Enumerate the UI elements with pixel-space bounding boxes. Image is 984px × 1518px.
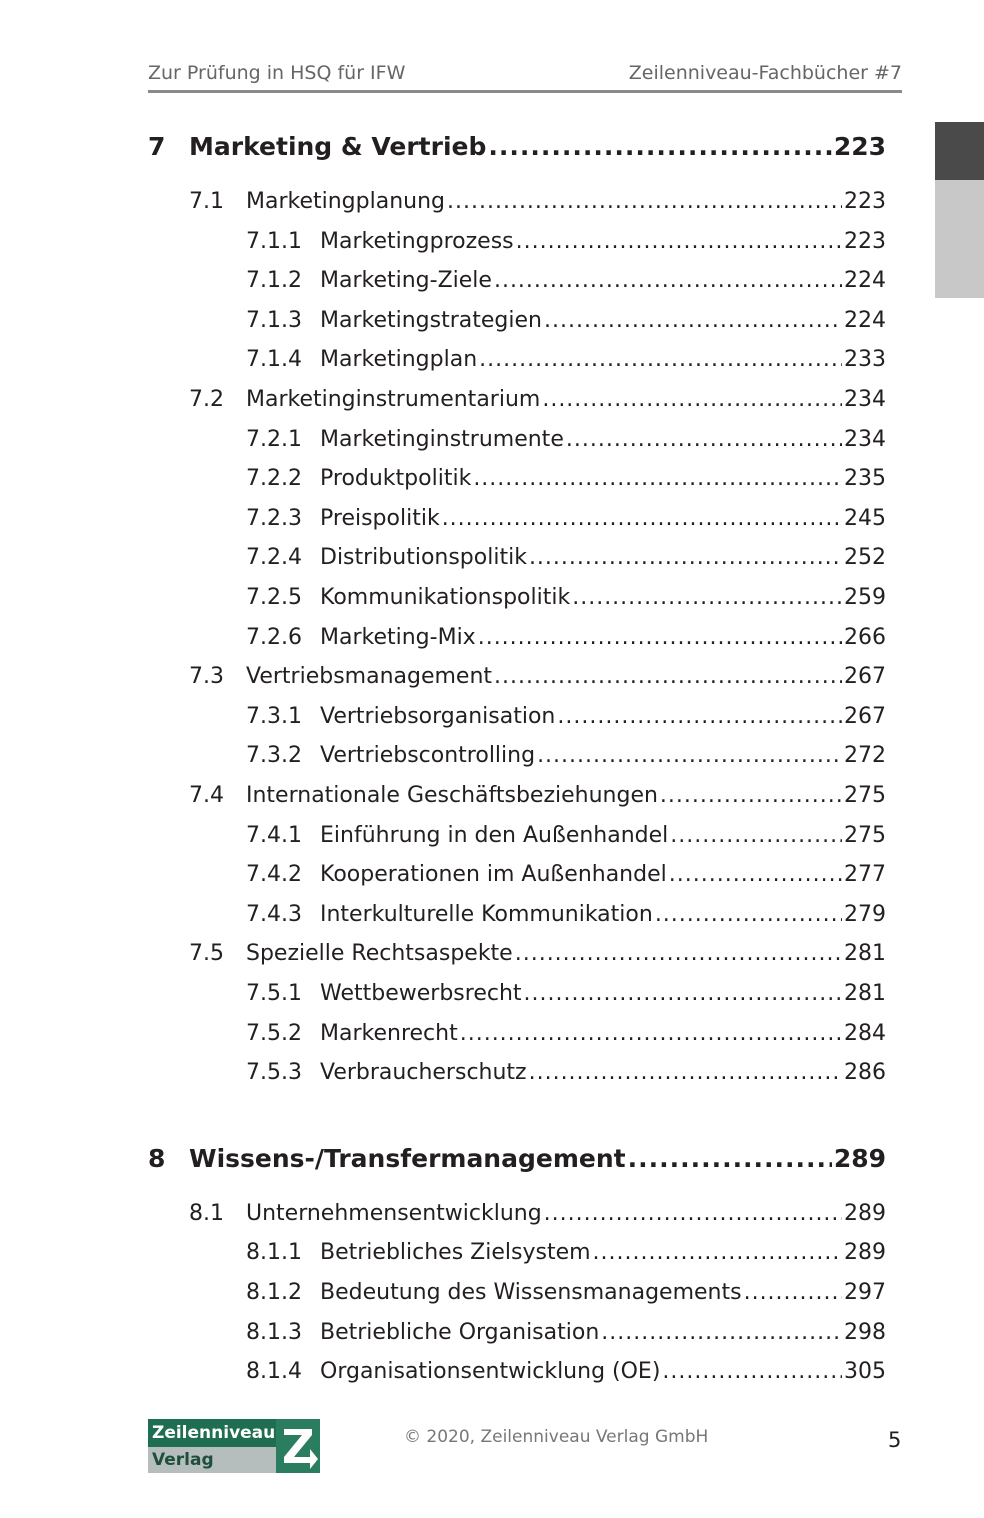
toc-title: Marketinginstrumente [320, 426, 564, 452]
toc-page-number: 289 [833, 1143, 886, 1173]
toc-section [0, 189, 984, 219]
toc-subsection [0, 743, 984, 773]
toc-number: 7.4.3 [246, 901, 302, 927]
toc-subsection [0, 308, 984, 338]
toc-title: Betriebliche Organisation [320, 1319, 600, 1345]
toc-number: 7.5.1 [246, 981, 302, 1006]
toc-leader-dots [515, 941, 842, 966]
toc-number: 7.3 [189, 664, 224, 690]
toc-page-number: 289 [844, 1200, 886, 1226]
toc-leader-dots [669, 862, 842, 887]
toc-subsection [0, 268, 984, 298]
toc-leader-dots [529, 545, 842, 570]
toc-page-number: 275 [844, 783, 886, 808]
toc-page-number: 223 [844, 189, 886, 214]
toc-number: 7.4.1 [246, 822, 302, 848]
toc-title: Vertriebsorganisation [320, 703, 556, 729]
toc-title: Preispolitik [320, 505, 440, 531]
toc-page-number: 277 [844, 862, 886, 888]
toc-title: Kommunikationspolitik [320, 585, 571, 610]
toc-leader-dots [478, 625, 842, 650]
toc-leader-dots [442, 506, 842, 531]
toc-subsection [0, 902, 984, 932]
toc-leader-dots [655, 902, 842, 927]
toc-leader-dots [494, 268, 842, 293]
toc-number: 7.2.2 [246, 466, 302, 492]
toc-title: Unternehmensentwicklung [246, 1200, 542, 1226]
toc-subsection [0, 585, 984, 615]
logo-line-2: Verlag [148, 1447, 276, 1473]
toc-leader-dots [662, 1359, 842, 1384]
toc-leader-dots [529, 1060, 842, 1085]
toc-title: Einführung in den Außenhandel [320, 822, 669, 848]
toc-section [0, 664, 984, 694]
toc-subsection [0, 1359, 984, 1389]
toc-subsection [0, 625, 984, 655]
toc-number: 7.2.1 [246, 426, 302, 452]
toc-number: 7.5.2 [246, 1020, 302, 1046]
toc-title: Spezielle Rechtsaspekte [246, 941, 513, 967]
z-arrow-icon [276, 1419, 320, 1473]
toc-page-number: 289 [844, 1240, 886, 1266]
toc-number: 7.1 [189, 189, 224, 214]
toc-page-number: 286 [844, 1060, 886, 1086]
toc-title: Bedeutung des Wissensmanagements [320, 1280, 742, 1305]
toc-leader-dots [494, 664, 842, 689]
toc-leader-dots [670, 823, 842, 848]
toc-subsection [0, 229, 984, 259]
toc-page-number: 267 [844, 703, 886, 729]
toc-page-number: 234 [844, 387, 886, 412]
toc-page-number: 281 [844, 981, 886, 1006]
toc-number: 8.1.1 [246, 1240, 302, 1266]
toc-page-number: 245 [844, 505, 886, 531]
toc-title: Kooperationen im Außenhandel [320, 862, 667, 888]
toc-leader-dots [557, 704, 842, 729]
toc-title: Wissens-/Transfermanagement [189, 1143, 626, 1173]
toc-leader-dots [460, 1021, 842, 1046]
toc-title: Vertriebscontrolling [320, 743, 536, 769]
toc-title: Interkulturelle Kommunikation [320, 901, 653, 927]
running-header [148, 62, 902, 93]
toc-number: 7.3.1 [246, 703, 302, 729]
toc-number: 7.4 [189, 783, 224, 808]
toc-number: 7.1.3 [246, 307, 302, 333]
toc-subsection [0, 704, 984, 734]
toc-subsection [0, 347, 984, 377]
toc-number: 7.1.2 [246, 268, 302, 294]
toc-number: 8.1.2 [246, 1280, 302, 1305]
toc-leader-dots [544, 1201, 842, 1226]
toc-number: 7.1.4 [246, 347, 302, 373]
toc-leader-dots [628, 1144, 832, 1173]
toc-title: Verbraucherschutz [320, 1060, 527, 1086]
toc-title: Marketing-Ziele [320, 268, 492, 294]
toc-number: 7.2.3 [246, 505, 302, 531]
header-right-text: Zeilenniveau-Fachbücher #7 [628, 62, 902, 84]
toc-number: 8 [148, 1143, 166, 1173]
toc-page-number: 252 [844, 545, 886, 571]
toc-number: 7.2.5 [246, 585, 302, 610]
toc-title: Marketingstrategien [320, 307, 542, 333]
toc-leader-dots [601, 1320, 842, 1345]
publisher-logo [148, 1419, 320, 1475]
toc-subsection [0, 466, 984, 496]
toc-subsection [0, 981, 984, 1011]
toc-subsection [0, 823, 984, 853]
toc-number: 7 [148, 132, 166, 161]
toc-leader-dots [566, 427, 842, 452]
toc-subsection [0, 1240, 984, 1270]
toc-title: Marketing-Mix [320, 624, 476, 650]
toc-page-number: 235 [844, 466, 886, 492]
logo-line-1: Zeilenniveau [148, 1419, 276, 1447]
toc-page-number: 305 [844, 1359, 886, 1385]
toc-leader-dots [542, 387, 842, 412]
toc-section [0, 1201, 984, 1231]
toc-page-number: 297 [844, 1280, 886, 1305]
toc-number: 7.3.2 [246, 743, 302, 769]
toc-page-number: 234 [844, 426, 886, 452]
toc-number: 8.1.4 [246, 1359, 302, 1385]
toc-number: 7.2 [189, 387, 224, 412]
header-left-text: Zur Prüfung in HSQ für IFW [148, 62, 406, 84]
toc-subsection [0, 1280, 984, 1310]
toc-title: Marketinginstrumentarium [246, 387, 541, 412]
toc-section [0, 387, 984, 417]
toc-subsection [0, 862, 984, 892]
toc-title: Distributionspolitik [320, 545, 527, 571]
toc-number: 7.5 [189, 941, 224, 967]
toc-subsection [0, 427, 984, 457]
toc-subsection [0, 1320, 984, 1350]
toc-page-number: 224 [844, 307, 886, 333]
toc-title: Internationale Geschäftsbeziehungen [246, 783, 658, 808]
toc-page-number: 272 [844, 743, 886, 769]
toc-page-number: 223 [833, 132, 886, 161]
toc-page-number: 298 [844, 1319, 886, 1345]
toc-title: Vertriebsmanagement [246, 664, 493, 690]
toc-number: 7.2.4 [246, 545, 302, 571]
toc-page-number: 266 [844, 624, 886, 650]
toc-page-number: 267 [844, 664, 886, 690]
toc-page-number: 233 [844, 347, 886, 373]
toc-number: 7.5.3 [246, 1060, 302, 1086]
toc-leader-dots [544, 308, 842, 333]
toc-leader-dots [537, 743, 842, 768]
toc-number: 7.1.1 [246, 228, 302, 254]
toc-leader-dots [447, 189, 842, 214]
toc-number: 7.2.6 [246, 624, 302, 650]
toc-title: Betriebliches Zielsystem [320, 1240, 591, 1266]
toc-title: Marketingplan [320, 347, 478, 373]
toc-section [0, 941, 984, 971]
toc-page-number: 223 [844, 228, 886, 254]
toc-page-number: 284 [844, 1020, 886, 1046]
toc-leader-dots [488, 132, 831, 161]
toc-subsection [0, 1060, 984, 1090]
toc-title: Wettbewerbsrecht [320, 981, 522, 1006]
toc-title: Marketing & Vertrieb [189, 132, 487, 161]
toc-number: 8.1.3 [246, 1319, 302, 1345]
toc-chapter [0, 132, 984, 166]
page-number: 5 [888, 1428, 902, 1452]
toc-leader-dots [572, 585, 842, 610]
toc-title: Produktpolitik [320, 466, 472, 492]
toc-subsection [0, 545, 984, 575]
toc-number: 8.1 [189, 1200, 224, 1226]
toc-subsection [0, 1021, 984, 1051]
toc-leader-dots [479, 347, 842, 372]
toc-page-number: 259 [844, 585, 886, 610]
toc-leader-dots [516, 229, 842, 254]
toc-title: Marketingprozess [320, 228, 514, 254]
toc-page-number: 281 [844, 941, 886, 967]
toc-section [0, 783, 984, 813]
toc-leader-dots [744, 1280, 842, 1305]
toc-chapter [0, 1144, 984, 1178]
toc-page-number: 224 [844, 268, 886, 294]
toc-title: Marketingplanung [246, 189, 445, 214]
copyright-notice: © 2020, Zeilenniveau Verlag GmbH [404, 1427, 709, 1447]
toc-title: Markenrecht [320, 1020, 458, 1046]
toc-number: 7.4.2 [246, 862, 302, 888]
toc-page-number: 279 [844, 901, 886, 927]
toc-leader-dots [524, 981, 842, 1006]
toc-leader-dots [660, 783, 842, 808]
toc-leader-dots [473, 466, 842, 491]
toc-subsection [0, 506, 984, 536]
toc-leader-dots [593, 1240, 842, 1265]
toc-title: Organisationsentwicklung (OE) [320, 1359, 661, 1385]
toc-page-number: 275 [844, 822, 886, 848]
